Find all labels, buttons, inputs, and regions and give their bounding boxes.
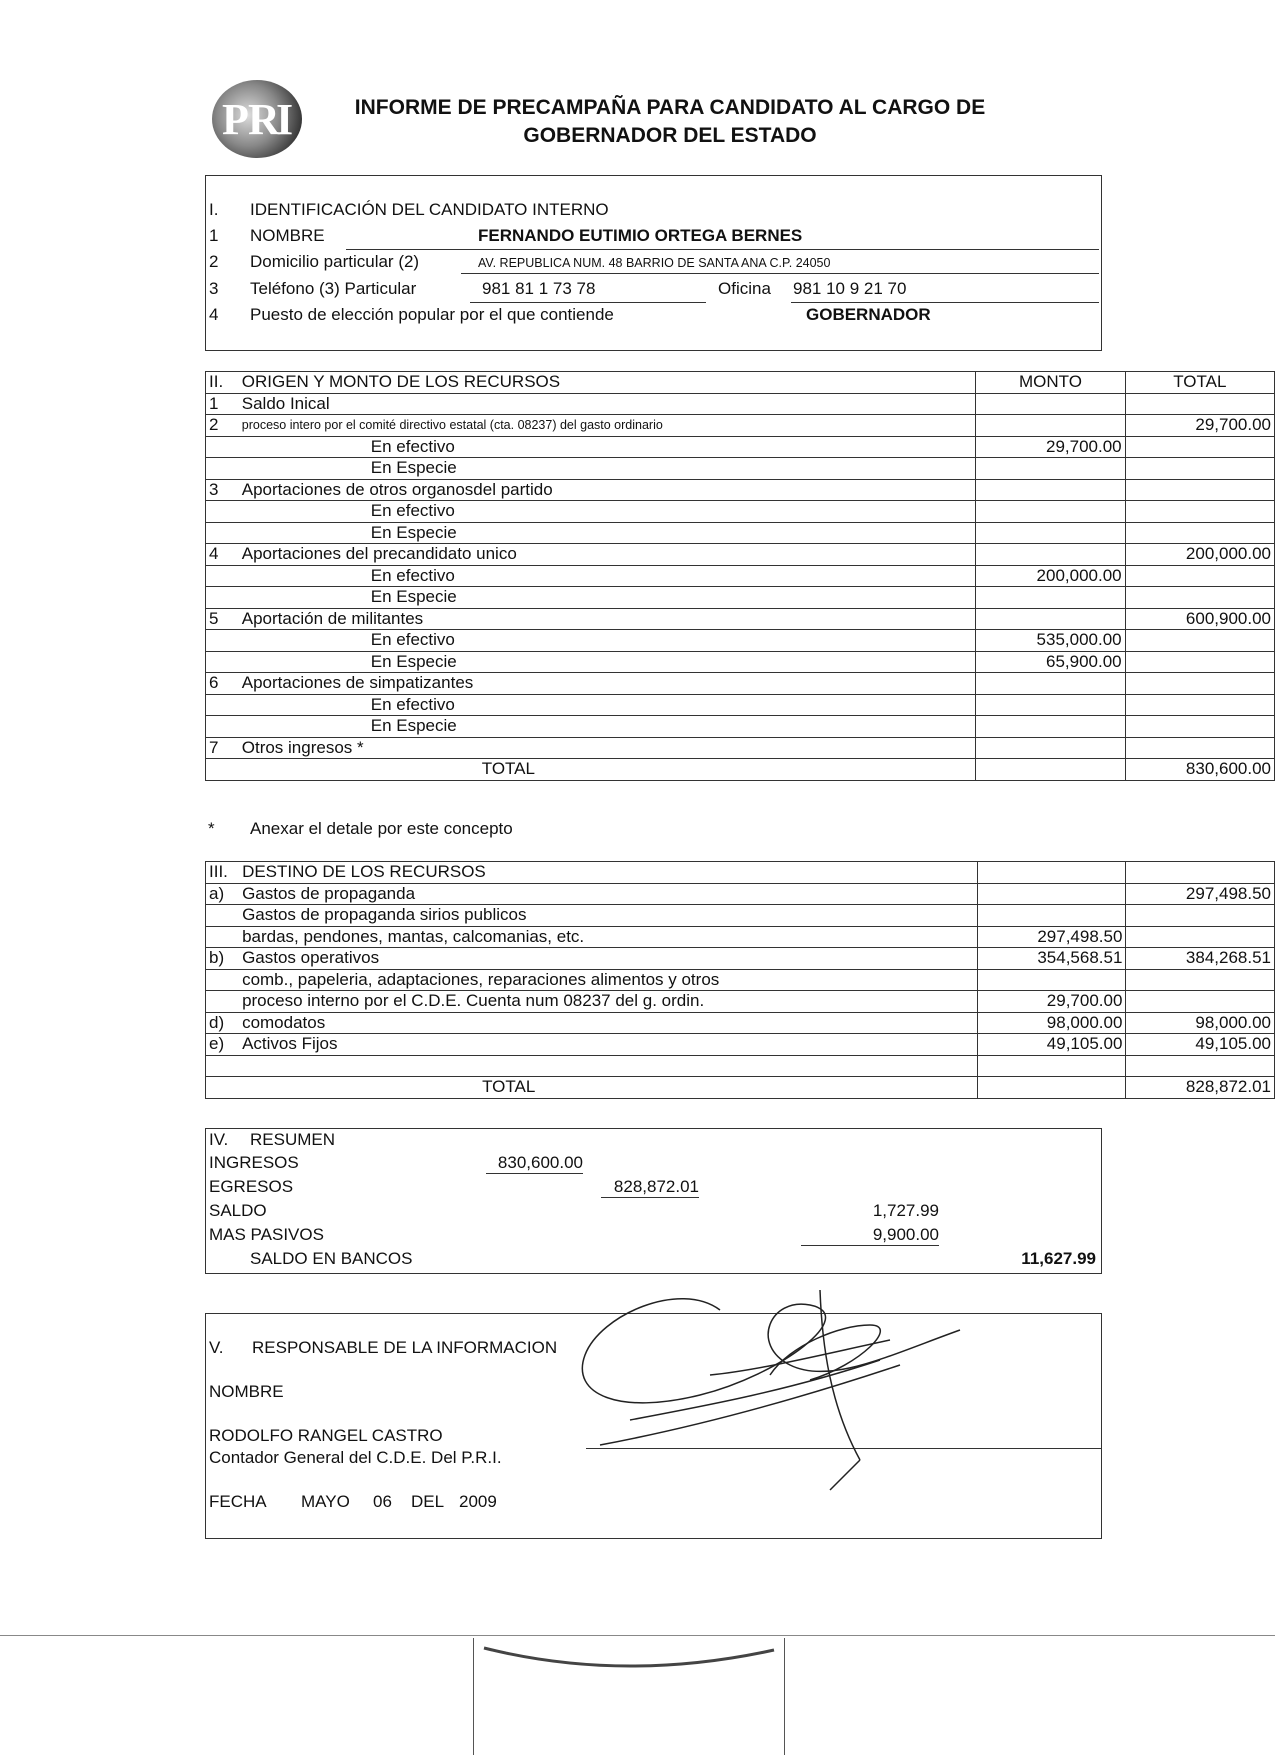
monto-cell xyxy=(977,883,1126,905)
monto-cell xyxy=(976,737,1125,759)
domicilio-label: Domicilio particular (2) xyxy=(250,252,420,271)
flap-curve xyxy=(474,1638,784,1678)
total-cell xyxy=(1125,436,1274,458)
total-cell: 384,268.51 xyxy=(1126,948,1275,970)
monto-cell: 29,700.00 xyxy=(976,436,1125,458)
row-number xyxy=(206,716,239,738)
total-cell xyxy=(1125,565,1274,587)
table-header-row xyxy=(206,372,1275,394)
table-row xyxy=(206,1034,1275,1056)
egresos-label: EGRESOS xyxy=(209,1177,294,1196)
table-row xyxy=(206,458,1275,480)
table-row xyxy=(206,436,1275,458)
note-text: Anexar el detale por este concepto xyxy=(250,819,513,838)
domicilio-value: AV. REPUBLICA NUM. 48 BARRIO DE SANTA ANA C.P. 24050 xyxy=(478,256,831,270)
telefono-particular-value: 981 81 1 73 78 xyxy=(482,279,596,298)
monto-cell: 354,568.51 xyxy=(977,948,1126,970)
nombre-label: NOMBRE xyxy=(209,1382,284,1401)
title-line-1: INFORME DE PRECAMPAÑA PARA CANDIDATO AL CARGO DE xyxy=(354,96,986,119)
row-number xyxy=(206,501,239,523)
row-number xyxy=(206,522,239,544)
saldo-bancos-label: SALDO EN BANCOS xyxy=(250,1249,413,1268)
row-description: En Especie xyxy=(239,716,976,738)
pasivos-label: MAS PASIVOS xyxy=(209,1225,324,1244)
total-row xyxy=(206,759,1275,781)
row-description: Gastos operativos xyxy=(239,948,977,970)
monto-cell: 297,498.50 xyxy=(977,926,1126,948)
table-row xyxy=(206,948,1275,970)
section3-numeral: III. xyxy=(206,862,240,884)
row-number: a) xyxy=(206,883,240,905)
handwritten-signature xyxy=(560,1285,980,1495)
monto-cell xyxy=(976,393,1125,415)
row-description: Aportaciones de otros organosdel partido xyxy=(239,479,976,501)
row-number xyxy=(206,651,239,673)
section2-heading: ORIGEN Y MONTO DE LOS RECURSOS xyxy=(239,372,976,394)
fecha-del: DEL xyxy=(411,1492,445,1511)
table-row xyxy=(206,991,1275,1013)
responsable-name: RODOLFO RANGEL CASTRO xyxy=(209,1426,443,1445)
underline xyxy=(470,302,706,303)
row-number: 3 xyxy=(209,279,219,298)
total-cell xyxy=(1126,991,1275,1013)
table-row xyxy=(206,415,1275,437)
row-description xyxy=(239,1055,977,1077)
total-cell xyxy=(1125,651,1274,673)
title-line-2: GOBERNADOR DEL ESTADO xyxy=(523,124,817,147)
destino-recursos-table xyxy=(205,861,1275,1099)
table-row xyxy=(206,630,1275,652)
oficina-label: Oficina xyxy=(718,279,771,298)
saldo-bancos-value: 11,627.99 xyxy=(1021,1249,1096,1268)
section-identificacion xyxy=(205,175,1102,351)
puesto-label: Puesto de elección popular por el que contiende xyxy=(250,305,614,324)
row-number: 1 xyxy=(209,226,219,245)
puesto-value: GOBERNADOR xyxy=(806,305,931,324)
total-cell xyxy=(1125,694,1274,716)
row-description: comodatos xyxy=(239,1012,977,1034)
total-cell xyxy=(1125,716,1274,738)
monto-cell xyxy=(976,673,1125,695)
origen-recursos-table xyxy=(205,371,1275,781)
row-number: 6 xyxy=(206,673,239,695)
row-number: 2 xyxy=(209,252,219,271)
monto-cell xyxy=(977,1077,1126,1099)
row-number: b) xyxy=(206,948,240,970)
total-cell xyxy=(1125,458,1274,480)
monto-cell xyxy=(976,608,1125,630)
saldo-value: 1,727.99 xyxy=(872,1201,939,1220)
table-row xyxy=(206,544,1275,566)
row-number: d) xyxy=(206,1012,240,1034)
total-cell xyxy=(1125,393,1274,415)
nombre-label: NOMBRE xyxy=(250,226,325,245)
ingresos-label: INGRESOS xyxy=(209,1153,299,1172)
row-description: Aportaciones del precandidato unico xyxy=(239,544,976,566)
column-header-monto: MONTO xyxy=(976,372,1125,394)
fecha-month: MAYO xyxy=(301,1492,350,1511)
monto-cell xyxy=(976,759,1125,781)
row-description: Gastos de propaganda sirios publicos xyxy=(239,905,977,927)
table-row xyxy=(206,522,1275,544)
column-header-total: TOTAL xyxy=(1125,372,1274,394)
total-cell: 600,900.00 xyxy=(1125,608,1274,630)
total-cell: 297,498.50 xyxy=(1126,883,1275,905)
total-cell xyxy=(1126,969,1275,991)
table-row xyxy=(206,737,1275,759)
total-row xyxy=(206,1077,1275,1099)
logo-letter-p: P xyxy=(222,95,249,144)
total-cell xyxy=(1125,630,1274,652)
note-mark: * xyxy=(208,819,215,838)
row-number xyxy=(206,1077,240,1099)
document-title xyxy=(330,94,1010,150)
section5-heading: RESPONSABLE DE LA INFORMACION xyxy=(252,1338,558,1357)
row-description: Aportaciones de simpatizantes xyxy=(239,673,976,695)
total-label: TOTAL xyxy=(239,1077,977,1099)
row-description: proceso intero por el comité directivo estatal (cta. 08237) del gasto ordinario xyxy=(239,415,976,437)
total-cell xyxy=(1125,479,1274,501)
scanner-flap xyxy=(473,1638,785,1755)
monto-cell xyxy=(976,522,1125,544)
row-description: En efectivo xyxy=(239,565,976,587)
row-number xyxy=(206,630,239,652)
row-description: Activos Fijos xyxy=(239,1034,977,1056)
telefono-label: Teléfono (3) Particular xyxy=(250,279,417,298)
table-row xyxy=(206,694,1275,716)
total-cell xyxy=(1125,587,1274,609)
row-number: 7 xyxy=(206,737,239,759)
row-number: e) xyxy=(206,1034,240,1056)
row-description: En efectivo xyxy=(239,436,976,458)
table-cell xyxy=(1126,862,1275,884)
row-number xyxy=(206,694,239,716)
row-description: En efectivo xyxy=(239,501,976,523)
candidate-name: FERNANDO EUTIMIO ORTEGA BERNES xyxy=(478,226,803,245)
row-number: 5 xyxy=(206,608,239,630)
table-row xyxy=(206,501,1275,523)
logo-letter-i: I xyxy=(276,95,294,144)
row-number xyxy=(206,991,240,1013)
row-description: En Especie xyxy=(239,522,976,544)
row-number xyxy=(206,969,240,991)
total-cell xyxy=(1125,522,1274,544)
monto-cell xyxy=(976,415,1125,437)
monto-cell xyxy=(977,905,1126,927)
monto-cell: 65,900.00 xyxy=(976,651,1125,673)
row-description: En Especie xyxy=(239,458,976,480)
table-row xyxy=(206,673,1275,695)
total-label: TOTAL xyxy=(239,759,976,781)
row-number xyxy=(206,587,239,609)
total-cell xyxy=(1125,673,1274,695)
section4-numeral: IV. xyxy=(209,1130,229,1149)
row-number xyxy=(206,436,239,458)
table-row xyxy=(206,1012,1275,1034)
monto-cell: 98,000.00 xyxy=(977,1012,1126,1034)
responsable-position: Contador General del C.D.E. Del P.R.I. xyxy=(209,1448,502,1467)
monto-cell: 535,000.00 xyxy=(976,630,1125,652)
row-description: bardas, pendones, mantas, calcomanias, etc. xyxy=(239,926,977,948)
telefono-oficina-value: 981 10 9 21 70 xyxy=(793,279,907,298)
pri-logo xyxy=(212,80,302,158)
page-edge-line xyxy=(0,1635,1275,1636)
table-row xyxy=(206,926,1275,948)
row-description: comb., papeleria, adaptaciones, reparaciones alimentos y otros xyxy=(239,969,977,991)
table-row xyxy=(206,565,1275,587)
monto-cell xyxy=(976,694,1125,716)
table-cell xyxy=(977,862,1126,884)
row-description: Otros ingresos * xyxy=(239,737,976,759)
row-description: proceso interno por el C.D.E. Cuenta num 08237 del g. ordin. xyxy=(239,991,977,1013)
monto-cell xyxy=(976,587,1125,609)
table-row xyxy=(206,393,1275,415)
row-number xyxy=(206,926,240,948)
total-cell xyxy=(1125,501,1274,523)
grand-total-value: 830,600.00 xyxy=(1125,759,1274,781)
monto-cell xyxy=(977,1055,1126,1077)
row-number xyxy=(206,905,240,927)
underline xyxy=(791,302,1099,303)
table-row xyxy=(206,905,1275,927)
logo-letter-r: R xyxy=(248,95,280,144)
row-number: 3 xyxy=(206,479,239,501)
row-description: En Especie xyxy=(239,651,976,673)
table-row xyxy=(206,479,1275,501)
row-number: 4 xyxy=(206,544,239,566)
row-number: 2 xyxy=(206,415,239,437)
table-row xyxy=(206,608,1275,630)
row-description: Saldo Inical xyxy=(239,393,976,415)
table-row xyxy=(206,587,1275,609)
monto-cell xyxy=(977,969,1126,991)
fecha-year: 2009 xyxy=(459,1492,497,1511)
underline xyxy=(346,249,1099,250)
row-number: 1 xyxy=(206,393,239,415)
grand-total-value: 828,872.01 xyxy=(1126,1077,1275,1099)
total-cell: 98,000.00 xyxy=(1126,1012,1275,1034)
monto-cell: 29,700.00 xyxy=(977,991,1126,1013)
row-description: En efectivo xyxy=(239,630,976,652)
row-number: 4 xyxy=(209,305,219,324)
row-number xyxy=(206,759,239,781)
section1-heading: IDENTIFICACIÓN DEL CANDIDATO INTERNO xyxy=(250,200,609,219)
underline xyxy=(461,273,1099,274)
monto-cell xyxy=(976,458,1125,480)
monto-cell: 49,105.00 xyxy=(977,1034,1126,1056)
section3-heading: DESTINO DE LOS RECURSOS xyxy=(239,862,977,884)
monto-cell xyxy=(976,544,1125,566)
monto-cell xyxy=(976,479,1125,501)
ingresos-value: 830,600.00 xyxy=(486,1153,583,1174)
monto-cell xyxy=(976,501,1125,523)
table-row xyxy=(206,883,1275,905)
monto-cell: 200,000.00 xyxy=(976,565,1125,587)
total-cell: 49,105.00 xyxy=(1126,1034,1275,1056)
total-cell xyxy=(1126,905,1275,927)
table-row xyxy=(206,716,1275,738)
row-description: Aportación de militantes xyxy=(239,608,976,630)
row-description: En efectivo xyxy=(239,694,976,716)
total-cell: 200,000.00 xyxy=(1125,544,1274,566)
section4-heading: RESUMEN xyxy=(250,1130,336,1149)
table-row xyxy=(206,651,1275,673)
row-description: En Especie xyxy=(239,587,976,609)
section2-numeral: II. xyxy=(206,372,239,394)
total-cell: 29,700.00 xyxy=(1125,415,1274,437)
row-number xyxy=(206,458,239,480)
section5-numeral: V. xyxy=(209,1338,224,1357)
section1-numeral: I. xyxy=(209,200,219,219)
total-cell xyxy=(1125,737,1274,759)
egresos-value: 828,872.01 xyxy=(601,1177,699,1198)
fecha-day: 06 xyxy=(373,1492,392,1511)
saldo-label: SALDO xyxy=(209,1201,267,1220)
pasivos-value: 9,900.00 xyxy=(801,1225,939,1246)
total-cell xyxy=(1126,1055,1275,1077)
monto-cell xyxy=(976,716,1125,738)
fecha-label: FECHA xyxy=(209,1492,267,1511)
total-cell xyxy=(1126,926,1275,948)
section-resumen xyxy=(205,1128,1102,1274)
table-header-row xyxy=(206,862,1275,884)
row-number xyxy=(206,1055,240,1077)
row-number xyxy=(206,565,239,587)
row-description: Gastos de propaganda xyxy=(239,883,977,905)
table-row xyxy=(206,969,1275,991)
table-row xyxy=(206,1055,1275,1077)
